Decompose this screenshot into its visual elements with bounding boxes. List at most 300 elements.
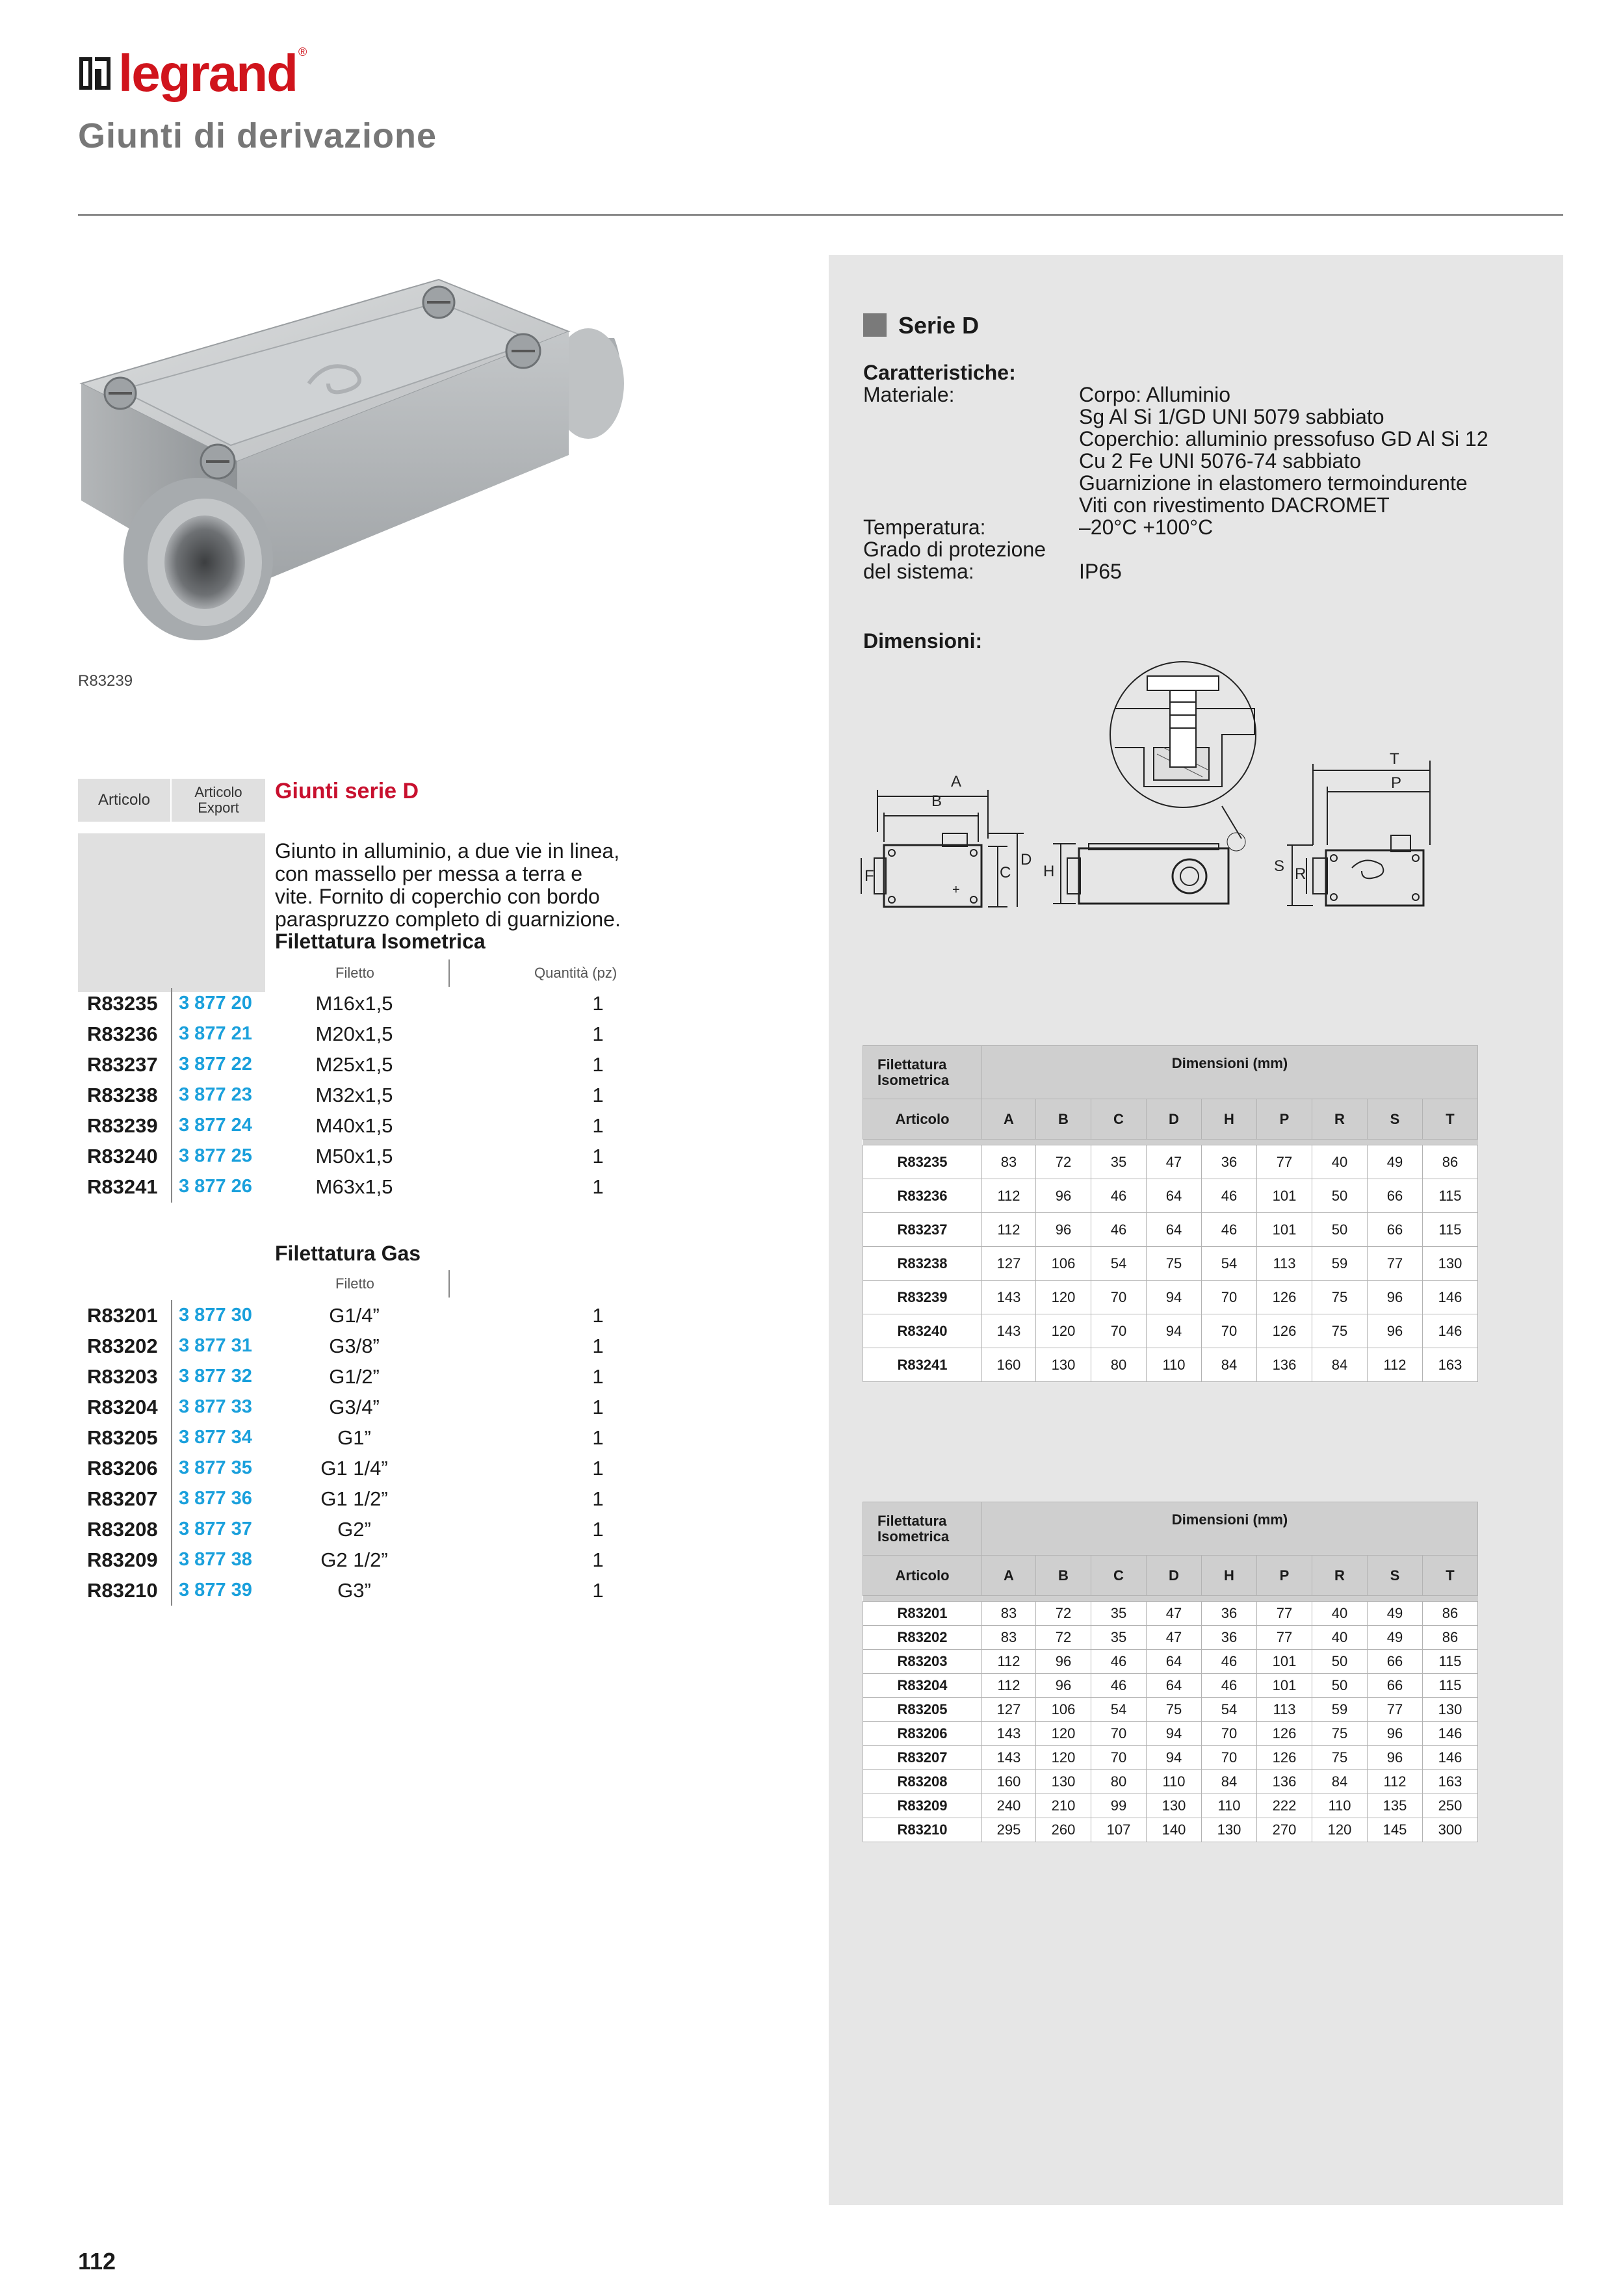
- table-row: [78, 988, 663, 1019]
- table-row: [78, 1049, 663, 1080]
- cell-value: 222: [1257, 1794, 1312, 1818]
- cell-value: 75: [1312, 1746, 1368, 1770]
- cell-value: 113: [1257, 1698, 1312, 1722]
- cell-value: 70: [1091, 1314, 1147, 1348]
- row-code: R83237: [87, 1053, 158, 1076]
- cell-value: 46: [1091, 1674, 1147, 1698]
- row-export: 3 877 32: [179, 1366, 252, 1387]
- cell-value: 127: [982, 1698, 1036, 1722]
- column-head: S: [1368, 1556, 1423, 1596]
- label-T: T: [1390, 750, 1399, 768]
- table-row: [78, 1483, 663, 1514]
- row-export: 3 877 23: [179, 1084, 252, 1105]
- description-line: con massello per messa a terra e: [275, 862, 583, 885]
- cell-value: 59: [1312, 1698, 1368, 1722]
- cell-articolo: R83237: [863, 1213, 982, 1247]
- cell-value: 46: [1091, 1179, 1147, 1213]
- row-qty: 1: [592, 1579, 604, 1602]
- description-line: paraspruzzo completo di guarnizione.: [275, 907, 621, 931]
- cell-value: 112: [982, 1213, 1036, 1247]
- spec-line: Cu 2 Fe UNI 5076-74 sabbiato: [1079, 449, 1362, 473]
- row-export: 3 877 30: [179, 1305, 252, 1325]
- cell-value: 94: [1147, 1746, 1202, 1770]
- table-row: [863, 1213, 1478, 1247]
- cell-value: 110: [1147, 1770, 1202, 1794]
- column-head: C: [1091, 1099, 1147, 1140]
- serie-title: Serie D: [898, 312, 980, 339]
- cell-value: 126: [1257, 1746, 1312, 1770]
- cell-articolo: R83207: [863, 1746, 982, 1770]
- cell-value: 96: [1036, 1674, 1091, 1698]
- brand-logo: [78, 46, 307, 101]
- row-qty: 1: [592, 1365, 604, 1388]
- serie-bullet-icon: [863, 313, 887, 337]
- cell-value: 112: [1368, 1770, 1423, 1794]
- cell-value: 46: [1091, 1650, 1147, 1674]
- cell-value: 115: [1423, 1213, 1478, 1247]
- cell-value: 35: [1091, 1626, 1147, 1650]
- table-row: [863, 1179, 1478, 1213]
- cell-value: 240: [982, 1794, 1036, 1818]
- cell-value: 110: [1312, 1794, 1368, 1818]
- cell-value: 300: [1423, 1818, 1478, 1842]
- row-thread: G2 1/2”: [320, 1548, 388, 1571]
- spec-value-temperatura: –20°C +100°C: [1079, 515, 1214, 539]
- table-row: [78, 1171, 663, 1202]
- cell-value: 75: [1312, 1314, 1368, 1348]
- cell-value: 59: [1312, 1247, 1368, 1281]
- cell-articolo: R83210: [863, 1818, 982, 1842]
- table-row: [78, 1141, 663, 1171]
- row-thread: M20x1,5: [315, 1023, 393, 1045]
- table-row: [863, 1650, 1478, 1674]
- cell-value: 126: [1257, 1314, 1312, 1348]
- cell-value: 35: [1091, 1602, 1147, 1626]
- cell-value: 86: [1423, 1626, 1478, 1650]
- cell-value: 270: [1257, 1818, 1312, 1842]
- cell-value: 120: [1036, 1722, 1091, 1746]
- product-photo: [75, 267, 634, 670]
- cell-value: 70: [1091, 1722, 1147, 1746]
- cell-articolo: R83202: [863, 1626, 982, 1650]
- cell-value: 66: [1368, 1650, 1423, 1674]
- cell-value: 83: [982, 1626, 1036, 1650]
- cell-value: 96: [1368, 1314, 1423, 1348]
- row-thread: G1 1/4”: [320, 1457, 388, 1480]
- column-head: C: [1091, 1556, 1147, 1596]
- cell-value: 64: [1147, 1674, 1202, 1698]
- page-title: Giunti di derivazione: [78, 116, 437, 155]
- column-head-export-line2: Export: [198, 800, 239, 816]
- cell-value: 136: [1257, 1348, 1312, 1382]
- row-code: R83210: [87, 1579, 158, 1602]
- table-row: [78, 1545, 663, 1575]
- column-head: P: [1257, 1556, 1312, 1596]
- cell-value: 86: [1423, 1145, 1478, 1179]
- column-head: D: [1147, 1556, 1202, 1596]
- row-export: 3 877 31: [179, 1335, 252, 1356]
- cell-value: 75: [1312, 1722, 1368, 1746]
- row-code: R83239: [87, 1114, 158, 1137]
- row-code: R83208: [87, 1518, 158, 1541]
- table-head-dimensioni: Dimensioni (mm): [982, 1046, 1478, 1099]
- spec-line: Coperchio: alluminio pressofuso GD Al Si 12: [1079, 427, 1488, 450]
- cell-value: 120: [1036, 1281, 1091, 1314]
- row-export: 3 877 38: [179, 1549, 252, 1570]
- cell-value: 112: [982, 1179, 1036, 1213]
- column-head: P: [1257, 1099, 1312, 1140]
- row-qty: 1: [592, 1457, 604, 1480]
- row-code: R83240: [87, 1145, 158, 1168]
- table-row: [863, 1818, 1478, 1842]
- table-head-dimensioni: Dimensioni (mm): [982, 1502, 1478, 1556]
- row-code: R83202: [87, 1335, 158, 1357]
- cell-value: 46: [1202, 1674, 1257, 1698]
- cell-value: 96: [1368, 1281, 1423, 1314]
- cell-value: 50: [1312, 1650, 1368, 1674]
- column-head: A: [982, 1556, 1036, 1596]
- row-export: 3 877 24: [179, 1115, 252, 1136]
- head-line: Isometrica: [877, 1071, 950, 1088]
- label-R: R: [1295, 865, 1306, 883]
- cell-value: 101: [1257, 1213, 1312, 1247]
- description-line: Giunto in alluminio, a due vie in linea,: [275, 839, 620, 863]
- dimension-drawing: [858, 650, 1508, 936]
- product-description: [275, 840, 678, 931]
- cell-value: 130: [1423, 1698, 1478, 1722]
- cell-value: 84: [1312, 1770, 1368, 1794]
- cell-articolo: R83240: [863, 1314, 982, 1348]
- label-A: A: [951, 773, 962, 790]
- table-row: [78, 1422, 663, 1453]
- table-row: [78, 1392, 663, 1422]
- code-divider: [171, 1300, 172, 1606]
- column-head: H: [1202, 1556, 1257, 1596]
- cell-articolo: R83204: [863, 1674, 982, 1698]
- row-thread: G3/8”: [329, 1335, 380, 1357]
- cell-value: 120: [1036, 1746, 1091, 1770]
- cell-articolo: R83206: [863, 1722, 982, 1746]
- cell-value: 112: [1368, 1348, 1423, 1382]
- cell-value: 70: [1202, 1281, 1257, 1314]
- cell-value: 110: [1147, 1348, 1202, 1382]
- cell-value: 113: [1257, 1247, 1312, 1281]
- cell-value: 107: [1091, 1818, 1147, 1842]
- spec-label-materiale: Materiale:: [863, 383, 955, 406]
- cell-value: 101: [1257, 1674, 1312, 1698]
- table-row: [863, 1674, 1478, 1698]
- dimension-table-gas: [863, 1502, 1478, 1842]
- cell-value: 94: [1147, 1722, 1202, 1746]
- row-code: R83241: [87, 1175, 158, 1198]
- table-row: [863, 1247, 1478, 1281]
- cell-value: 260: [1036, 1818, 1091, 1842]
- cell-value: 54: [1202, 1698, 1257, 1722]
- cell-value: 94: [1147, 1281, 1202, 1314]
- column-divider: [448, 959, 450, 987]
- row-thread: M25x1,5: [315, 1053, 393, 1076]
- cell-value: 77: [1368, 1247, 1423, 1281]
- cell-value: 70: [1202, 1314, 1257, 1348]
- cell-value: 163: [1423, 1348, 1478, 1382]
- column-head-export-line1: Articolo: [194, 783, 242, 800]
- cell-value: 72: [1036, 1602, 1091, 1626]
- table-row: [78, 1575, 663, 1606]
- cell-value: 83: [982, 1145, 1036, 1179]
- table-column-heads: [863, 1099, 1478, 1140]
- column-head: A: [982, 1099, 1036, 1140]
- cell-value: 127: [982, 1247, 1036, 1281]
- photo-caption: R83239: [78, 672, 133, 690]
- cell-value: 64: [1147, 1179, 1202, 1213]
- row-qty: 1: [592, 1145, 604, 1168]
- head-line: Filettatura: [877, 1512, 947, 1529]
- cell-value: 106: [1036, 1698, 1091, 1722]
- row-code: R83235: [87, 992, 158, 1015]
- row-qty: 1: [592, 1335, 604, 1357]
- cell-value: 36: [1202, 1145, 1257, 1179]
- cell-value: 130: [1036, 1770, 1091, 1794]
- cell-value: 130: [1036, 1348, 1091, 1382]
- row-code: R83238: [87, 1084, 158, 1106]
- cell-value: 146: [1423, 1281, 1478, 1314]
- cell-value: 75: [1147, 1698, 1202, 1722]
- cell-value: 145: [1368, 1818, 1423, 1842]
- cell-value: 77: [1368, 1698, 1423, 1722]
- cell-value: 84: [1312, 1348, 1368, 1382]
- head-line: Filettatura: [877, 1056, 947, 1073]
- table-row: [863, 1602, 1478, 1626]
- column-head: R: [1312, 1556, 1368, 1596]
- cell-value: 54: [1091, 1698, 1147, 1722]
- cell-value: 146: [1423, 1746, 1478, 1770]
- spec-label-grado: [863, 538, 1046, 582]
- cell-value: 40: [1312, 1626, 1368, 1650]
- dimension-table-iso: [863, 1045, 1478, 1382]
- cell-value: 86: [1423, 1602, 1478, 1626]
- cell-value: 112: [982, 1674, 1036, 1698]
- cell-value: 96: [1368, 1722, 1423, 1746]
- dimensions-title: Dimensioni:: [863, 629, 983, 653]
- cell-value: 250: [1423, 1794, 1478, 1818]
- head-line: Isometrica: [877, 1528, 950, 1545]
- spec-label-grado-line1: Grado di protezione: [863, 538, 1046, 561]
- brand-registered: ®: [298, 46, 307, 59]
- column-head: S: [1368, 1099, 1423, 1140]
- row-qty: 1: [592, 1396, 604, 1418]
- cell-value: 36: [1202, 1602, 1257, 1626]
- row-thread: M40x1,5: [315, 1114, 393, 1137]
- row-code: R83207: [87, 1487, 158, 1510]
- cell-value: 49: [1368, 1602, 1423, 1626]
- characteristics-title: Caratteristiche:: [863, 361, 1016, 384]
- cell-value: 80: [1091, 1348, 1147, 1382]
- column-head: B: [1036, 1099, 1091, 1140]
- cell-value: 72: [1036, 1145, 1091, 1179]
- cell-value: 130: [1423, 1247, 1478, 1281]
- row-thread: M16x1,5: [315, 992, 393, 1015]
- cell-articolo: R83201: [863, 1602, 982, 1626]
- column-head: Articolo: [863, 1099, 982, 1140]
- cell-value: 112: [982, 1650, 1036, 1674]
- column-head: D: [1147, 1099, 1202, 1140]
- cell-value: 49: [1368, 1145, 1423, 1179]
- row-thread: M50x1,5: [315, 1145, 393, 1168]
- row-export: 3 877 26: [179, 1176, 252, 1197]
- row-code: R83201: [87, 1304, 158, 1327]
- column-head-filetto: Filetto: [335, 965, 374, 981]
- table-head-filettatura: [863, 1046, 982, 1099]
- brand-name: legrand: [118, 44, 297, 102]
- cell-value: 96: [1036, 1179, 1091, 1213]
- cell-value: 140: [1147, 1818, 1202, 1842]
- row-thread: G3”: [337, 1579, 371, 1602]
- cell-value: 46: [1202, 1650, 1257, 1674]
- table-row: [78, 1453, 663, 1483]
- label-D: D: [1020, 851, 1032, 868]
- cell-value: 50: [1312, 1179, 1368, 1213]
- cell-value: 96: [1036, 1650, 1091, 1674]
- cell-value: 83: [982, 1602, 1036, 1626]
- table-row: [863, 1281, 1478, 1314]
- cell-value: 75: [1312, 1281, 1368, 1314]
- cell-value: 143: [982, 1746, 1036, 1770]
- spec-label-temperatura: Temperatura:: [863, 515, 986, 539]
- cell-value: 46: [1091, 1213, 1147, 1247]
- table-row: [78, 1331, 663, 1361]
- cell-value: 101: [1257, 1650, 1312, 1674]
- spec-line: Sg Al Si 1/GD UNI 5079 sabbiato: [1079, 405, 1384, 428]
- table-row: [863, 1626, 1478, 1650]
- cell-value: 72: [1036, 1626, 1091, 1650]
- cell-value: 143: [982, 1314, 1036, 1348]
- column-head-articolo: Articolo: [78, 779, 170, 822]
- cell-value: 47: [1147, 1626, 1202, 1650]
- row-qty: 1: [592, 1548, 604, 1571]
- table-row: [863, 1314, 1478, 1348]
- cell-value: 130: [1202, 1818, 1257, 1842]
- cell-value: 77: [1257, 1145, 1312, 1179]
- cell-value: 49: [1368, 1626, 1423, 1650]
- row-qty: 1: [592, 1023, 604, 1045]
- row-qty: 1: [592, 1053, 604, 1076]
- cell-value: 115: [1423, 1650, 1478, 1674]
- table-row: [863, 1348, 1478, 1382]
- cell-value: 101: [1257, 1179, 1312, 1213]
- row-export: 3 877 37: [179, 1519, 252, 1539]
- cell-value: 84: [1202, 1348, 1257, 1382]
- cell-articolo: R83203: [863, 1650, 982, 1674]
- cell-value: 36: [1202, 1626, 1257, 1650]
- cell-value: 115: [1423, 1674, 1478, 1698]
- cell-value: 70: [1091, 1746, 1147, 1770]
- row-qty: 1: [592, 1518, 604, 1541]
- spec-label-grado-line2: del sistema:: [863, 560, 974, 583]
- cell-value: 160: [982, 1348, 1036, 1382]
- column-head: R: [1312, 1099, 1368, 1140]
- cell-value: 96: [1036, 1213, 1091, 1247]
- column-head-quantita: Quantità (pz): [534, 965, 617, 981]
- row-qty: 1: [592, 1304, 604, 1327]
- row-code: R83204: [87, 1396, 158, 1418]
- cell-value: 210: [1036, 1794, 1091, 1818]
- row-qty: 1: [592, 1084, 604, 1106]
- cell-value: 80: [1091, 1770, 1147, 1794]
- cell-value: 295: [982, 1818, 1036, 1842]
- cell-value: 77: [1257, 1626, 1312, 1650]
- cell-value: 66: [1368, 1179, 1423, 1213]
- page-number: 112: [78, 2248, 116, 2275]
- cell-value: 146: [1423, 1722, 1478, 1746]
- row-qty: 1: [592, 1175, 604, 1198]
- spec-line: Corpo: Alluminio: [1079, 383, 1230, 406]
- column-head-filler: [78, 833, 265, 992]
- description-line: vite. Fornito di coperchio con bordo: [275, 885, 600, 908]
- cell-value: 94: [1147, 1314, 1202, 1348]
- cell-articolo: R83241: [863, 1348, 982, 1382]
- family-title: Giunti serie D: [275, 779, 419, 803]
- column-head: H: [1202, 1099, 1257, 1140]
- table-row: [78, 1300, 663, 1331]
- cell-value: 70: [1202, 1722, 1257, 1746]
- row-thread: G1/2”: [329, 1365, 380, 1388]
- cell-value: 54: [1091, 1247, 1147, 1281]
- row-code: R83209: [87, 1548, 158, 1571]
- spec-line: Viti con rivestimento DACROMET: [1079, 493, 1390, 517]
- row-thread: M32x1,5: [315, 1084, 393, 1106]
- row-code: R83203: [87, 1365, 158, 1388]
- row-thread: G2”: [337, 1518, 371, 1541]
- cell-value: 143: [982, 1281, 1036, 1314]
- svg-text:+: +: [952, 883, 960, 897]
- row-export: 3 877 35: [179, 1457, 252, 1478]
- row-qty: 1: [592, 1487, 604, 1510]
- label-H: H: [1043, 863, 1055, 880]
- cell-value: 47: [1147, 1602, 1202, 1626]
- cell-value: 143: [982, 1722, 1036, 1746]
- cell-articolo: R83208: [863, 1770, 982, 1794]
- row-code: R83206: [87, 1457, 158, 1480]
- row-thread: G1 1/2”: [320, 1487, 388, 1510]
- row-thread: M63x1,5: [315, 1175, 393, 1198]
- row-code: R83236: [87, 1023, 158, 1045]
- table-row: [863, 1770, 1478, 1794]
- cell-value: 135: [1368, 1794, 1423, 1818]
- label-F: F: [864, 867, 874, 885]
- cell-value: 64: [1147, 1213, 1202, 1247]
- label-C: C: [1000, 864, 1011, 881]
- cell-value: 136: [1257, 1770, 1312, 1794]
- cell-value: 99: [1091, 1794, 1147, 1818]
- dimension-table-iso-body: [863, 1145, 1478, 1382]
- cell-articolo: R83239: [863, 1281, 982, 1314]
- row-code: R83205: [87, 1426, 158, 1449]
- cell-value: 146: [1423, 1314, 1478, 1348]
- row-thread: G3/4”: [329, 1396, 380, 1418]
- cell-value: 66: [1368, 1213, 1423, 1247]
- column-head-export: [172, 779, 265, 822]
- row-qty: 1: [592, 1426, 604, 1449]
- cell-value: 84: [1202, 1770, 1257, 1794]
- table-row: [78, 1080, 663, 1110]
- table-column-heads: [863, 1556, 1478, 1596]
- column-head: T: [1423, 1556, 1478, 1596]
- cell-value: 96: [1368, 1746, 1423, 1770]
- cell-value: 106: [1036, 1247, 1091, 1281]
- header-divider: [78, 214, 1563, 216]
- code-divider: [171, 988, 172, 1203]
- column-head: Articolo: [863, 1556, 982, 1596]
